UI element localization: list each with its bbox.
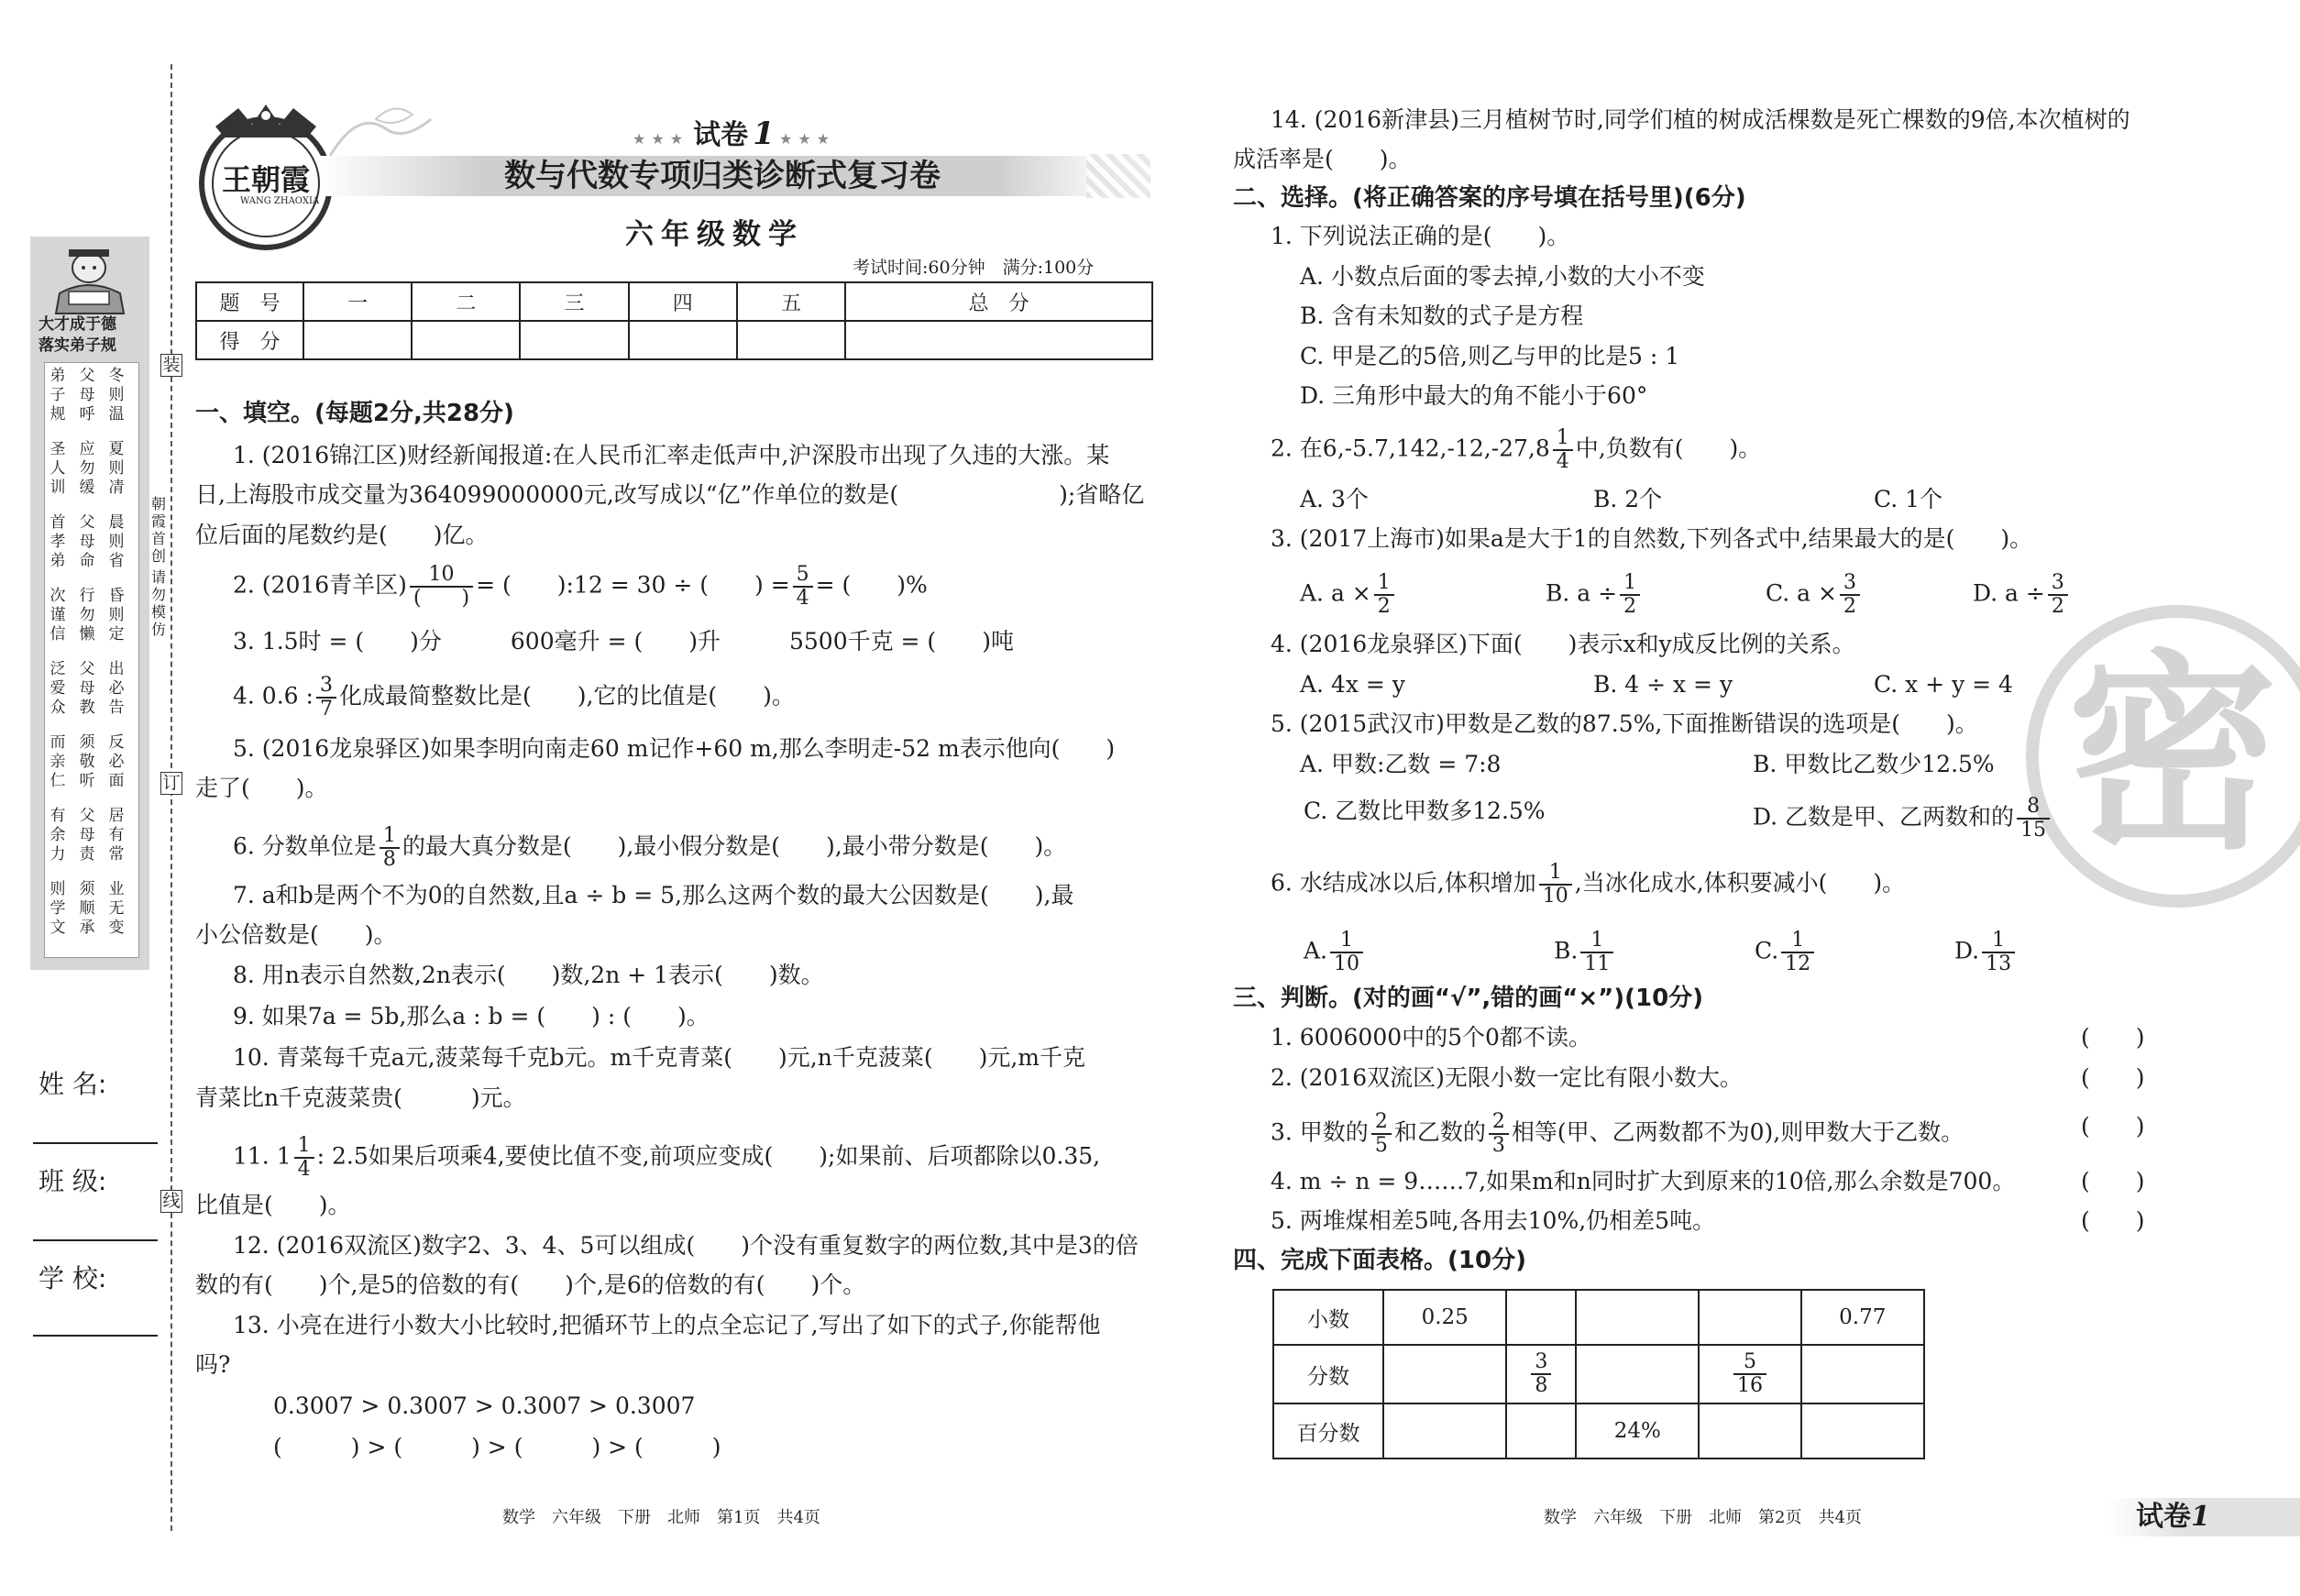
exam-title: 数与代数专项归类诊断式复习卷 (504, 158, 941, 194)
exam-info: 考试时间:60分钟 满分:100分 (853, 258, 1095, 278)
s2-q6-d-denominator: 13 (1986, 952, 2012, 975)
s2-q6-option-a[interactable] (1304, 930, 1366, 975)
s2-q2-end: 中,负数有( )。 (1575, 435, 1762, 462)
q2 (233, 564, 928, 610)
q11-prefix: 11. 1 (233, 1142, 292, 1170)
q13-line-1: 13. 小亮在进行小数大小比较时,把循环节上的点全忘记了,写出了如下的式子,你能帮他 (233, 1312, 1101, 1338)
footer-right: 数学 六年级 下册 北师 第2页 共4页 (1544, 1508, 1862, 1527)
footer-tag-number: 1 (2191, 1501, 2210, 1533)
footer-tag-label: 试卷 (2136, 1501, 2191, 1533)
q6-prefix: 6. 分数单位是 (233, 832, 377, 860)
q2-fraction-2 (793, 564, 813, 610)
poem-columns (46, 367, 138, 953)
cell-percent-5[interactable] (1801, 1403, 1924, 1458)
footer-left: 数学 六年级 下册 北师 第1页 共4页 (502, 1508, 820, 1527)
s2-q3-d-fraction (2048, 572, 2068, 618)
cell-percent-1[interactable] (1383, 1403, 1506, 1458)
q2-denominator-1: ( ) (413, 587, 470, 610)
poem-column: 泛爱众 (50, 660, 66, 717)
s2-q3-c-text: C. a × (1766, 579, 1837, 607)
cell-decimal-1: 0.25 (1383, 1290, 1506, 1345)
q4-numerator: 3 (316, 675, 336, 699)
q4 (233, 675, 795, 721)
name-label: 姓 名: (39, 1069, 107, 1099)
poem-column: 应勿缓 (79, 440, 95, 497)
s3-q3-fraction-1 (1371, 1111, 1392, 1157)
s2-q3-b-numerator: 1 (1620, 572, 1640, 596)
s2-q1-option-b[interactable]: B. 含有未知数的式子是方程 (1300, 303, 1584, 329)
s2-q6-b-fraction (1580, 930, 1613, 975)
s2-q6-a-denominator: 10 (1334, 952, 1360, 975)
poem-column: 夏则凊 (108, 440, 125, 497)
s2-q6-option-b[interactable] (1554, 930, 1616, 975)
q11-line-2: 比值是( )。 (195, 1192, 351, 1218)
q11-numerator: 1 (294, 1135, 314, 1159)
s3-q2-paren[interactable]: ( ) (2081, 1064, 2145, 1091)
score-col-2: 二 (412, 282, 520, 321)
s2-q6 (1271, 862, 1905, 908)
s2-q3-option-d[interactable] (1973, 572, 2071, 618)
s2-q6-d-text: D. (1954, 937, 1980, 964)
q2-numerator-1: 10 (410, 564, 473, 588)
s2-q6-option-c[interactable] (1755, 930, 1817, 975)
poem-column: 须敬听 (79, 733, 95, 790)
s3-q5: 5. 两堆煤相差5吨,各用去10%,仍相差5吨。 (1271, 1207, 1716, 1234)
s3-q3-paren[interactable]: ( ) (2081, 1113, 2145, 1139)
s2-q2-fraction (1553, 427, 1573, 473)
s3-q3-denominator-1: 5 (1374, 1134, 1388, 1157)
s2-q6-c-fraction (1781, 930, 1814, 975)
poem-column: 父母呼 (79, 367, 95, 424)
poem-column: 而亲仁 (50, 733, 66, 790)
s2-q3-option-a[interactable] (1300, 572, 1397, 618)
section3-title: 三、判断。(对的画“√”,错的画“×”)(10分) (1233, 985, 1704, 1012)
s3-q3-prefix: 3. 甲数的 (1271, 1118, 1369, 1146)
s2-q5-option-d[interactable] (1753, 796, 2052, 842)
s2-q3-b-text: B. a ÷ (1546, 579, 1618, 607)
s2-q3-a-numerator: 1 (1374, 572, 1394, 596)
s2-q5-d-text: D. 乙数是甲、乙两数和的 (1753, 803, 2015, 831)
cell-decimal-5: 0.77 (1801, 1290, 1924, 1345)
s2-q3-c-numerator: 3 (1840, 572, 1860, 596)
s3-q3-numerator-1: 2 (1371, 1111, 1392, 1135)
s2-q6-c-text: C. (1755, 937, 1779, 964)
score-col-5: 五 (737, 282, 845, 321)
score-cell[interactable] (845, 321, 1152, 359)
score-table-header-row (196, 282, 1152, 321)
cell-decimal-4[interactable] (1699, 1290, 1800, 1345)
score-col-3: 三 (520, 282, 628, 321)
s2-q3-a-text: A. a × (1300, 579, 1371, 607)
s2-q6-a-fraction (1330, 930, 1363, 975)
s2-q3-a-fraction (1374, 572, 1394, 618)
score-cell[interactable] (412, 321, 520, 359)
poem-column: 须顺承 (79, 880, 95, 937)
s2-q6-numerator: 1 (1539, 862, 1572, 886)
poem-column: 居有常 (108, 807, 125, 864)
poem-column: 行勿懒 (79, 587, 95, 644)
score-cell[interactable] (520, 321, 628, 359)
poem-column: 业无变 (108, 880, 125, 937)
poem-column: 父母教 (79, 660, 95, 717)
q7-line-1: 7. a和b是两个不为0的自然数,且a ÷ b = 5,那么这两个数的最大公因数是( ),最 (233, 882, 1074, 908)
s2-q6-b-text: B. (1554, 937, 1579, 964)
table-fraction-4 (1733, 1351, 1766, 1397)
side-note-1: 朝霞首创 (150, 495, 166, 565)
cell-decimal-3[interactable] (1576, 1290, 1699, 1345)
q1-line-2: 日,上海股市成交量为364099000000元,改写成以“亿”作单位的数是( );省略亿 (195, 481, 1145, 508)
cell-percent-2[interactable] (1506, 1403, 1576, 1458)
score-cell[interactable] (629, 321, 737, 359)
cell-fraction-4 (1699, 1345, 1800, 1403)
q14-line-2: 成活率是( )。 (1233, 146, 1412, 172)
school-line[interactable] (33, 1335, 158, 1337)
s2-q4: 4. (2016龙泉驿区)下面( )表示x和y成反比例的关系。 (1271, 631, 1855, 657)
scholar-figure-icon (41, 240, 138, 317)
score-col-total: 总 分 (845, 282, 1152, 321)
s2-q2-numerator: 1 (1553, 427, 1573, 451)
s3-q4: 4. m ÷ n = 9……7,如果m和n同时扩大到原来的10倍,那么余数是700。 (1271, 1168, 2016, 1194)
s2-q6-c-denominator: 12 (1785, 952, 1811, 975)
logo-sub: WANG ZHAOXIA (240, 196, 320, 206)
s2-q3-b-fraction (1620, 572, 1640, 618)
exam-subtitle: 六年级数学 (625, 218, 804, 251)
s2-q6-d-fraction (1982, 930, 2015, 975)
s2-q2-denominator: 4 (1556, 450, 1569, 473)
s3-q1-paren[interactable]: ( ) (2081, 1024, 2145, 1051)
q4-fraction (316, 675, 336, 721)
percent-row (1273, 1403, 1924, 1458)
q6-denominator: 8 (382, 848, 396, 871)
s3-q2: 2. (2016双流区)无限小数一定比有限小数大。 (1271, 1064, 1743, 1091)
poem-column: 次谨信 (50, 587, 66, 644)
motto-top-1: 大才成于德 (39, 315, 116, 334)
school-label: 学 校: (39, 1263, 107, 1293)
q2-prefix: 2. (2016青羊区) (233, 571, 407, 599)
section2-title: 二、选择。(将正确答案的序号填在括号里)(6分) (1233, 184, 1746, 212)
score-table-score-row (196, 321, 1152, 359)
s2-q5-option-c[interactable]: C. 乙数比甲数多12.5% (1304, 798, 1546, 824)
section4-title: 四、完成下面表格。(10分) (1233, 1247, 1526, 1274)
row-label-percent: 百分数 (1273, 1403, 1383, 1458)
s2-q1-option-d[interactable]: D. 三角形中最大的角不能小于60° (1300, 382, 1648, 409)
name-line[interactable] (33, 1142, 158, 1144)
s2-q2 (1271, 427, 1761, 473)
q4-end: 化成最简整数比是( ),它的比值是( )。 (338, 682, 795, 710)
q9: 9. 如果7a = 5b,那么a : b = ( ) : ( )。 (233, 1003, 710, 1029)
s2-q6-end: ,当冰化成水,体积要减小( )。 (1574, 869, 1906, 897)
s2-q1-option-a[interactable]: A. 小数点后面的零去掉,小数的大小不变 (1300, 263, 1705, 290)
q11 (233, 1135, 1100, 1181)
s2-q6-a-text: A. (1304, 937, 1328, 964)
cell-fraction-2 (1506, 1345, 1576, 1403)
score-col-label: 题 号 (196, 282, 303, 321)
s2-q3-c-fraction (1840, 572, 1860, 618)
s2-q6-option-d[interactable] (1954, 930, 2018, 975)
decimal-row (1273, 1290, 1924, 1345)
cut-mark-1: 装 (160, 354, 182, 377)
s2-q3-d-text: D. a ÷ (1973, 579, 2045, 607)
s2-q6-a-numerator: 1 (1330, 930, 1363, 953)
table-fraction-4-denominator: 16 (1736, 1374, 1763, 1397)
s2-q2-option-c[interactable]: C. 1个 (1874, 486, 1943, 512)
poem-column: 父母责 (79, 807, 95, 864)
cell-fraction-5[interactable] (1801, 1345, 1924, 1403)
score-row-label: 得 分 (196, 321, 303, 359)
s2-q5-d-numerator: 8 (2017, 796, 2050, 820)
s2-q6-d-numerator: 1 (1982, 930, 2015, 953)
q6 (233, 825, 1066, 871)
s2-q6-fraction (1539, 862, 1572, 908)
q5-line-2: 走了( )。 (195, 775, 328, 801)
poem-column: 圣人训 (50, 440, 66, 497)
q12-line-2: 数的有( )个,是5的倍数的有( )个,是6的倍数的有( )个。 (195, 1271, 866, 1298)
poem-column: 则学文 (50, 880, 66, 937)
q2-end: = ( )% (815, 571, 928, 599)
s2-q3: 3. (2017上海市)如果a是大于1的自然数,下列各式中,结果最大的是( )。 (1271, 525, 2033, 552)
cut-mark-2: 订 (160, 772, 182, 795)
cut-mark-3: 线 (160, 1190, 182, 1213)
motto-top-2: 落实弟子规 (39, 336, 116, 355)
s3-q3-end: 相等(甲、乙两数都不为0),则甲数大于乙数。 (1511, 1118, 1964, 1146)
s2-q5-option-b[interactable]: B. 甲数比乙数少12.5% (1753, 751, 1995, 777)
s2-q6-b-numerator: 1 (1580, 930, 1613, 953)
q11-fraction (294, 1135, 314, 1181)
s2-q3-a-denominator: 2 (1377, 595, 1391, 618)
s2-q3-option-b[interactable] (1546, 572, 1643, 618)
binding-line (171, 64, 172, 1531)
q2-middle: = ( ):12 = 30 ÷ ( ) = (476, 571, 790, 599)
q13-line-2: 吗? (195, 1351, 231, 1378)
s2-q5-option-a[interactable]: A. 甲数:乙数 = 7:8 (1300, 751, 1502, 777)
q8: 8. 用n表示自然数,2n表示( )数,2n + 1表示( )数。 (233, 962, 824, 988)
poem-column: 首孝弟 (50, 513, 66, 570)
q11-denominator: 4 (297, 1158, 311, 1181)
watermark: 密 (2067, 633, 2279, 878)
table-fraction-2-denominator: 8 (1535, 1374, 1548, 1397)
q2-fraction-1 (410, 564, 473, 610)
cell-fraction-3[interactable] (1576, 1345, 1699, 1403)
cell-percent-3: 24% (1576, 1403, 1699, 1458)
q4-prefix: 4. 0.6 : (233, 682, 314, 710)
s2-q4-option-b[interactable]: B. 4 ÷ x = y (1593, 671, 1733, 698)
poem-column: 弟子规 (50, 367, 66, 424)
footer-tag (2136, 1500, 2210, 1535)
q14-line-1: 14. (2016新津县)三月植树节时,同学们植的树成活棵数是死亡棵数的9倍,本次植树的 (1271, 106, 2130, 133)
q6-fraction (380, 825, 400, 871)
q1-line-1: 1. (2016锦江区)财经新闻报道:在人民币汇率走低声中,沪深股市出现了久违的大涨。某 (233, 442, 1110, 468)
s2-q2-prefix: 2. 在6,-5.7,142,-12,-27,8 (1271, 435, 1550, 462)
score-col-4: 四 (629, 282, 737, 321)
q11-end: : 2.5如果后项乘4,要使比值不变,前项应变成( );如果前、后项都除以0.35, (316, 1142, 1101, 1170)
score-table (195, 281, 1153, 360)
score-col-1: 一 (303, 282, 412, 321)
poem-column: 有余力 (50, 807, 66, 864)
section1-title: 一、填空。(每题2分,共28分) (195, 400, 514, 427)
s3-q3-denominator-2: 3 (1491, 1134, 1505, 1157)
q6-numerator: 1 (380, 825, 400, 849)
q4-denominator: 7 (319, 698, 333, 721)
cell-percent-4[interactable] (1699, 1403, 1800, 1458)
q12-line-1: 12. (2016双流区)数字2、3、4、5可以组成( )个没有重复数字的两位数,其中是3的倍 (233, 1232, 1139, 1259)
fraction-row (1273, 1345, 1924, 1403)
q6-end: 的最大真分数是( ),最小假分数是( ),最小带分数是( )。 (402, 832, 1067, 860)
side-note-2: 请勿模仿 (150, 568, 166, 638)
badge-number: 1 (753, 116, 775, 152)
s3-q3 (1271, 1111, 1964, 1157)
s2-q3-option-c[interactable] (1766, 572, 1863, 618)
table-fraction-2-numerator: 3 (1531, 1351, 1551, 1375)
poem-column: 出必告 (108, 660, 125, 717)
badge: ★★★ 试卷 1 ★★★ (633, 116, 836, 152)
poem-column: 晨则省 (108, 513, 125, 570)
title-band-dots (1086, 154, 1150, 198)
s2-q3-d-denominator: 2 (2051, 595, 2064, 618)
class-label: 班 级: (39, 1166, 107, 1196)
q13-line-3: 0.3007 > 0.3007 > 0.3007 > 0.3007 (273, 1392, 696, 1419)
s2-q4-option-c[interactable]: C. x + y = 4 (1874, 671, 2013, 698)
q10-line-2: 青菜比n千克菠菜贵( )元。 (195, 1084, 526, 1111)
s2-q1-option-c[interactable]: C. 甲是乙的5倍,则乙与甲的比是5 : 1 (1300, 343, 1680, 369)
poem-column: 冬则温 (108, 367, 125, 424)
s3-q4-paren[interactable]: ( ) (2081, 1168, 2145, 1194)
row-label-decimal: 小数 (1273, 1290, 1383, 1345)
s2-q3-d-numerator: 3 (2048, 572, 2068, 596)
table-fraction-2 (1531, 1351, 1551, 1397)
s2-q5: 5. (2015武汉市)甲数是乙数的87.5%,下面推断错误的选项是( )。 (1271, 710, 1978, 737)
q2-numerator-2: 5 (793, 564, 813, 588)
s3-q3-numerator-2: 2 (1489, 1111, 1509, 1135)
sidebar (0, 0, 165, 1596)
s2-q6-c-numerator: 1 (1781, 930, 1814, 953)
s2-q6-prefix: 6. 水结成冰以后,体积增加 (1271, 869, 1536, 897)
s3-q3-fraction-2 (1489, 1111, 1509, 1157)
cell-fraction-1[interactable] (1383, 1345, 1506, 1403)
conversion-table (1272, 1289, 1925, 1459)
poem-column: 昏则定 (108, 587, 125, 644)
q3: 3. 1.5时 = ( )分 600毫升 = ( )升 5500千克 = ( )吨 (233, 628, 1014, 655)
s2-q5-d-fraction (2017, 796, 2050, 842)
score-cell[interactable] (303, 321, 412, 359)
class-line[interactable] (33, 1239, 158, 1241)
s2-q2-option-b[interactable]: B. 2个 (1593, 486, 1663, 512)
q1-line-3: 位后面的尾数约是( )亿。 (195, 522, 489, 548)
s2-q3-b-denominator: 2 (1623, 595, 1637, 618)
q5-line-1: 5. (2016龙泉驿区)如果李明向南走60 m记作+60 m,那么李明走-52 m表示他向( ) (233, 735, 1116, 762)
s2-q1: 1. 下列说法正确的是( )。 (1271, 223, 1570, 249)
q13-line-4: ( ) > ( ) > ( ) > ( ) (273, 1434, 721, 1460)
q10-line-1: 10. 青菜每千克a元,菠菜每千克b元。m千克青菜( )元,n千克菠菜( )元,m千克 (233, 1044, 1085, 1071)
cell-decimal-2[interactable] (1506, 1290, 1576, 1345)
s2-q3-c-denominator: 2 (1843, 595, 1856, 618)
s2-q2-option-a[interactable]: A. 3个 (1300, 486, 1369, 512)
s2-q6-denominator: 10 (1542, 885, 1568, 908)
score-cell[interactable] (737, 321, 845, 359)
q7-line-2: 小公倍数是( )。 (195, 921, 397, 948)
s3-q5-paren[interactable]: ( ) (2081, 1207, 2145, 1234)
s3-q3-middle: 和乙数的 (1393, 1118, 1486, 1146)
badge-label: 试卷 (693, 119, 749, 151)
s3-q1: 1. 6006000中的5个0都不读。 (1271, 1024, 1591, 1051)
poem-column: 反必面 (108, 733, 125, 790)
logo-text: 王朝霞 (222, 162, 311, 197)
s2-q4-option-a[interactable]: A. 4x = y (1300, 671, 1405, 698)
table-fraction-4-numerator: 5 (1733, 1351, 1766, 1375)
s2-q5-d-denominator: 15 (2020, 819, 2047, 842)
row-label-fraction: 分数 (1273, 1345, 1383, 1403)
poem-column: 父母命 (79, 513, 95, 570)
s2-q6-b-denominator: 11 (1584, 952, 1611, 975)
q2-denominator-2: 4 (796, 587, 809, 610)
